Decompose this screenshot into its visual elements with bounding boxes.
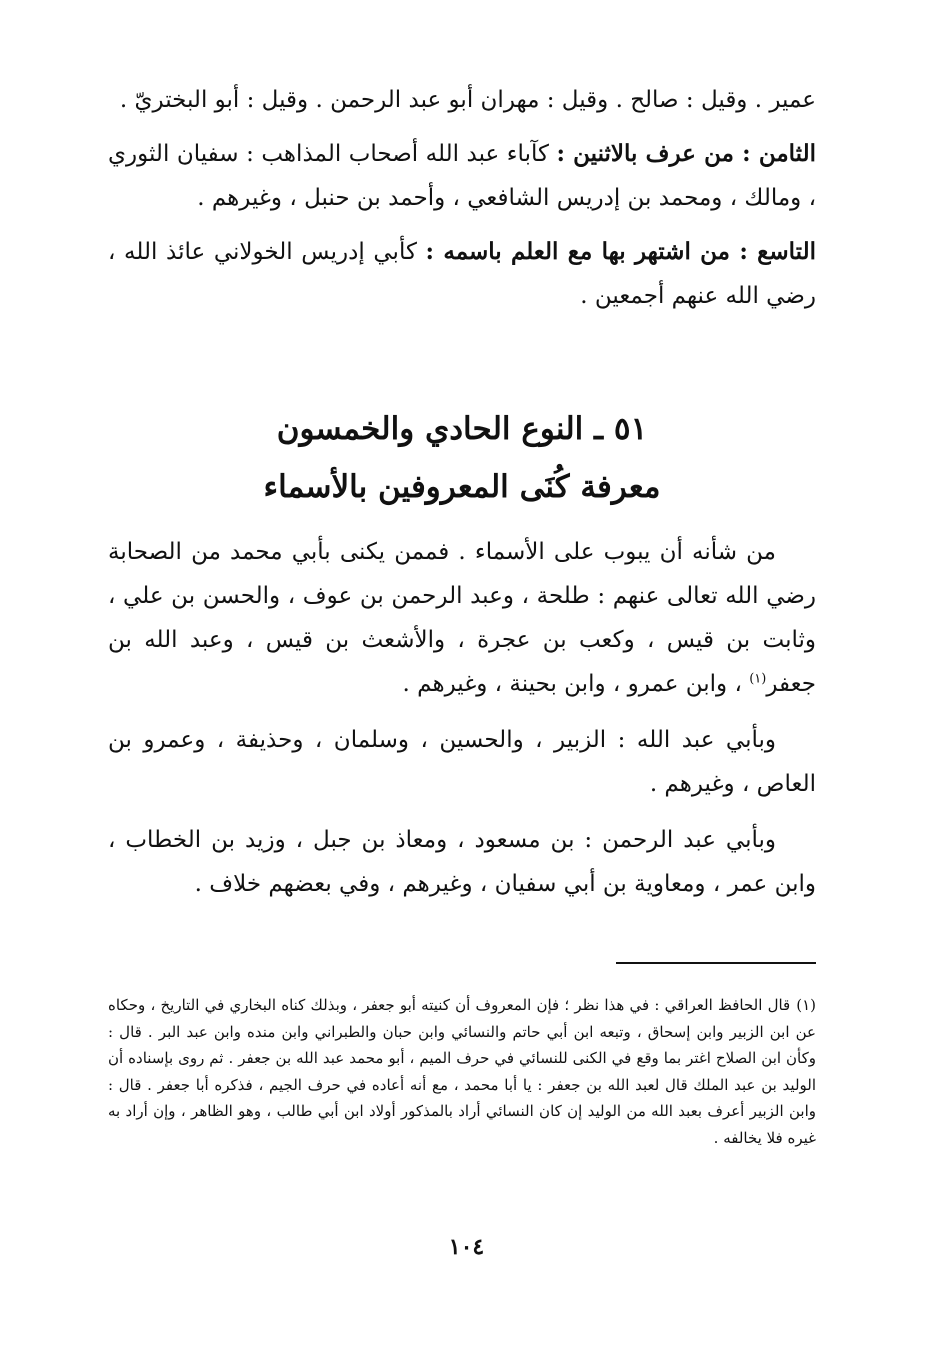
paragraph-text: وبأبي عبد الرحمن : بن مسعود ، ومعاذ بن جبل ، وزيد بن الخطاب ، وابن عمر ، ومعاوية بن أبي سفيان ، وغيرهم ، وفي بعضهم خلاف . [108,827,816,897]
footnote-reference[interactable]: (١) [749,671,767,687]
paragraph-eighth [108,132,816,220]
paragraph-lead: الثامن : من عرف بالاثنين : [556,140,817,167]
paragraph-text: كآباء عبد الله أصحاب المذاهب : سفيان الثوري ، ومالك ، ومحمد بن إدريس الشافعي ، وأحمد بن حنبل ، وغيرهم . [108,141,816,211]
footnote-marker: (١) [796,996,816,1014]
paragraph-lead: التاسع : من اشتهر بها مع العلم باسمه : [425,238,816,265]
paragraph-text: وبأبي عبد الله : الزبير ، والحسين ، وسلمان ، وحذيفة ، وعمرو بن العاص ، وغيرهم . [108,727,816,797]
paragraph-continuation [108,78,816,122]
paragraph-ninth [108,230,816,318]
chapter-number-heading: ٥١ ـ النوع الحادي والخمسون [276,411,648,447]
paragraph-text: عمير . وقيل : صالح . وقيل : مهران أبو عبد الرحمن . وقيل : أبو البختريّ . [119,87,816,113]
paragraph-text: كأبي إدريس الخولاني عائذ الله ، رضي الله عنهم أجمعين . [108,239,816,309]
body-paragraph-abu-muhammad [108,530,816,706]
body-paragraph-abu-abdullah [108,718,816,806]
body-paragraph-abu-abdulrahman [108,818,816,906]
footnote-separator [616,962,816,964]
footnote-text: قال الحافظ العراقي : في هذا نظر ؛ فإن المعروف أن كنيته أبو جعفر ، وبذلك كناه البخاري في التاريخ ، وحكاه عن ابن الزبير وابن إسحاق ، وتبعه ابن أبي حاتم والنسائي وابن حبان والطبراني وابن منده وابن عبد البر . قال : وكأن ابن الصلاح اغتر بما وقع في الكنى للنسائي في حرف الميم ، أبو محمد عبد الله بن جعفر . ثم روى بإسناده أن الوليد بن عبد الملك قال لعبد الله بن جعفر : يا أبا محمد ، مع أنه أعاده في حرف الجيم ، فذكره أبا جعفر . قال : وابن الزبير أعرف بعبد الله من الوليد إن كان النسائي أراد بالمذكور أولاد ابن أبي طالب ، وهو الظاهر ، وإن أراد به غيره فلا يخالفه . [108,996,816,1147]
page-number: ١٠٤ [448,1234,485,1260]
paragraph-text: من شأنه أن يبوب على الأسماء . فممن يكنى بأبي محمد من الصحابة رضي الله تعالى عنهم : طلحة ، وعبد الرحمن بن عوف ، والحسن بن علي ، وثابت بن قيس ، وكعب بن عجرة ، والأشعث بن قيس ، وعبد الله بن جعفر [108,539,816,697]
page-body [108,70,816,906]
footnote [108,992,816,1151]
paragraph-text: ، وابن عمرو ، وابن بحينة ، وغيرهم . [402,671,750,697]
chapter-title-heading: معرفة كُنَى المعروفين بالأسماء [263,469,661,505]
